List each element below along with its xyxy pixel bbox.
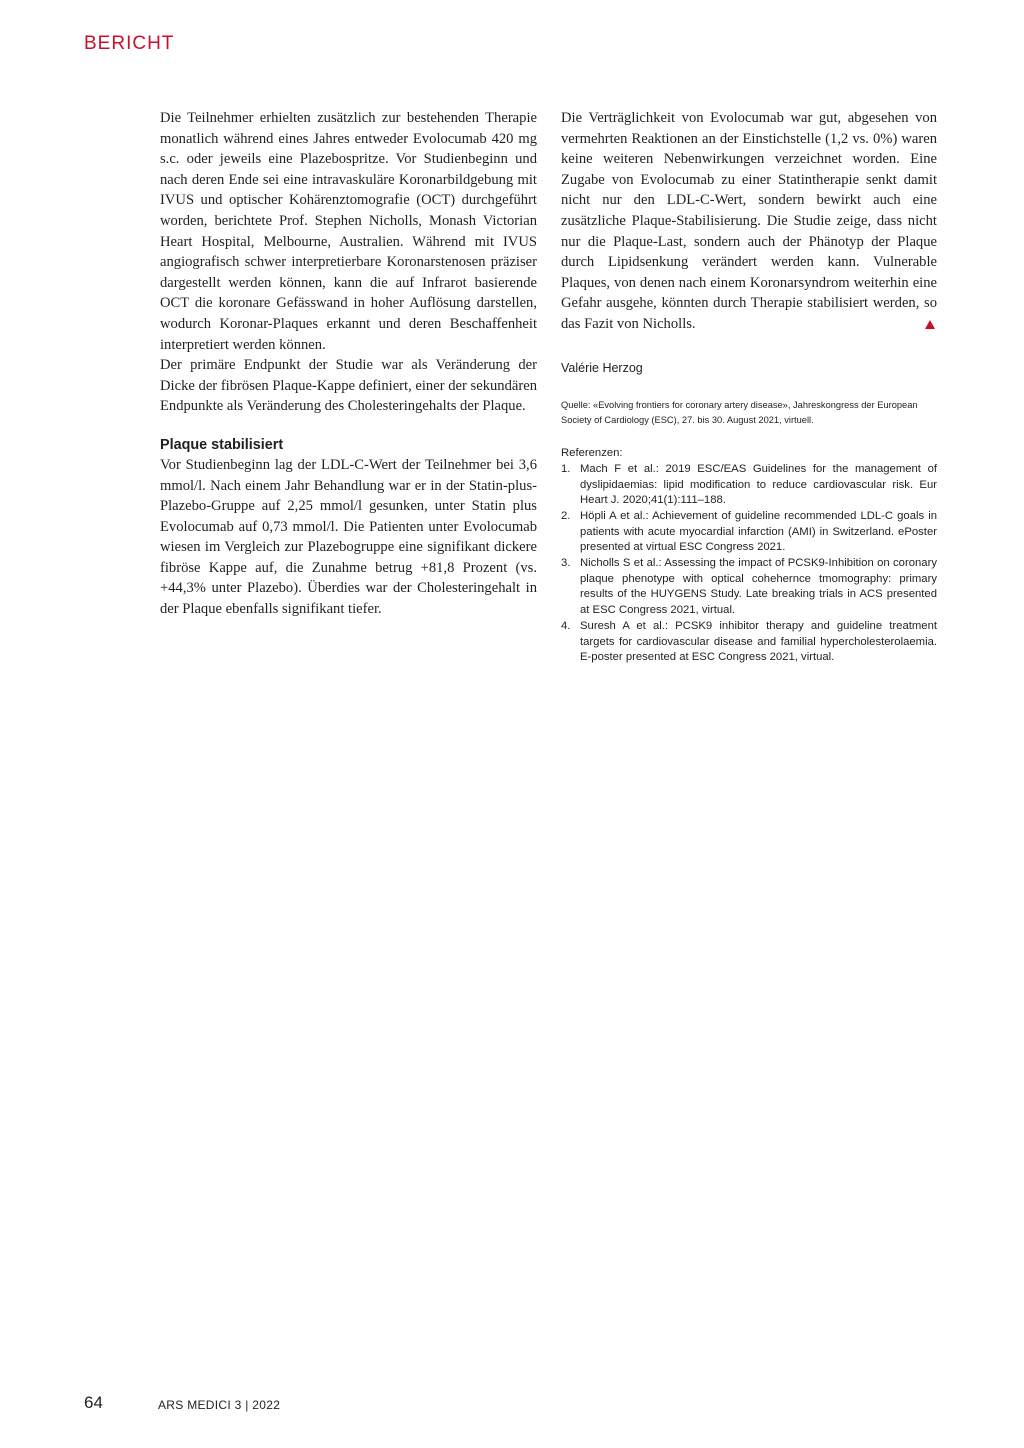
- reference-text: Höpli A et al.: Achievement of guideline recommended LDL-C goals in patients with acute myocardial infarction (AMI) in Switzerland. ePoster presented at virtual ESC Congress 2021.: [580, 509, 937, 554]
- reference-text: Nicholls S et al.: Assessing the impact of PCSK9-Inhibition on coronary plaque phenotype with optical cohehernce tmomography: primary results of the HUYGENS Study. Late breaking trials in ACS presented at ESC Congress 2021, virtual.: [580, 557, 937, 617]
- body-text: Die Verträglichkeit von Evolocumab war gut, abgesehen von vermehrten Reaktionen an der Einstichstelle (1,2 vs. 0%) waren keine weiteren Nebenwirkungen verzeichnet worden. Eine Zugabe von Evolocumab zu einer Statintherapie senkt damit nicht nur den LDL-C-Wert, sondern bewirkt auch eine zusätzliche Plaque-Stabilisierung. Die Studie zeige, dass nicht nur die Plaque-Last, sondern auch der Phänotyp der Plaque durch Lipidsenkung verändert werden kann. Vulnerable Plaques, von denen nach einem Koronarsyndrom weiterhin eine Gefahr ausgehe, könnten durch Therapie stabilisiert werden, so das Fazit von Nicholls.: [561, 110, 937, 332]
- right-column: [561, 108, 937, 666]
- reference-number: 2.: [561, 509, 571, 522]
- end-of-article-triangle-icon: [925, 320, 935, 329]
- reference-item: [561, 556, 937, 619]
- body-paragraph: Der primäre Endpunkt der Studie war als Veränderung der Dicke der fibrösen Plaque-Kappe definiert, einer der sekundären Endpunkte als Veränderung des Cholesteringehalts der Plaque.: [160, 357, 537, 415]
- source-note: Quelle: «Evolving frontiers for coronary artery disease», Jahreskongress der European Society of Cardiology (ESC), 27. bis 30. August 2021, virtuell.: [561, 400, 918, 426]
- references-heading: Referenzen:: [561, 447, 623, 460]
- author-name: Valérie Herzog: [561, 360, 643, 375]
- reference-item: [561, 619, 937, 666]
- reference-item: [561, 509, 937, 556]
- reference-number: 4.: [561, 619, 571, 632]
- subheading: Plaque stabilisiert: [160, 436, 284, 453]
- reference-number: 1.: [561, 462, 571, 475]
- body-paragraph: [561, 108, 937, 335]
- left-column: [160, 108, 537, 620]
- references-list: [561, 462, 937, 666]
- reference-text: Mach F et al.: 2019 ESC/EAS Guidelines for the management of dyslipidaemias: lipid modification to reduce cardiovascular risk. Eur Heart J. 2020;41(1):111–188.: [580, 462, 937, 507]
- body-paragraph: Vor Studienbeginn lag der LDL-C-Wert der Teilnehmer bei 3,6 mmol/l. Nach einem Jahr Behandlung war er in der Statin-plus-Plazebo-Gruppe auf 2,25 mmol/l gesunken, unter Statin plus Evolocumab auf 0,73 mmol/l. Die Patienten unter Evolocumab wiesen im Vergleich zur Plazebogruppe eine signifikant dickere fibröse Kappe auf, die Zunahme betrug +81,8 Prozent (vs. +44,3% unter Plazebo). Überdies war der Cholesteringehalt in der Plaque ebenfalls signifikant tiefer.: [160, 456, 537, 618]
- reference-text: Suresh A et al.: PCSK9 inhibitor therapy and guideline treatment targets for cardiovascular disease and familial hypercholesterolaemia. E-poster presented at ESC Congress 2021, virtual.: [580, 619, 937, 664]
- journal-issue: ARS MEDICI 3 | 2022: [158, 1398, 281, 1412]
- page-number: 64: [84, 1393, 103, 1412]
- reference-number: 3.: [561, 557, 571, 570]
- section-label: BERICHT: [84, 33, 175, 54]
- body-paragraph: Die Teilnehmer erhielten zusätzlich zur bestehenden Therapie monatlich während eines Jahres entweder Evolocumab 420 mg s.c. oder jeweils eine Plazebospritze. Vor Studienbeginn und nach deren Ende sei eine intravaskuläre Koronarbildgebung mit IVUS und optischer Kohärenztomografie (OCT) durchgeführt worden, berichtete Prof. Stephen Nicholls, Monash Victorian Heart Hospital, Melbourne, Australien. Während mit IVUS angiografisch schwer interpretierbare Koronarstenosen präziser dargestellt werden können, kann die auf Infrarot basierende OCT die koronare Gefässwand in hoher Auflösung darstellen, wodurch Koronar-Plaques erkannt und deren Beschaffenheit interpretiert werden können.: [160, 110, 537, 353]
- reference-item: [561, 462, 937, 509]
